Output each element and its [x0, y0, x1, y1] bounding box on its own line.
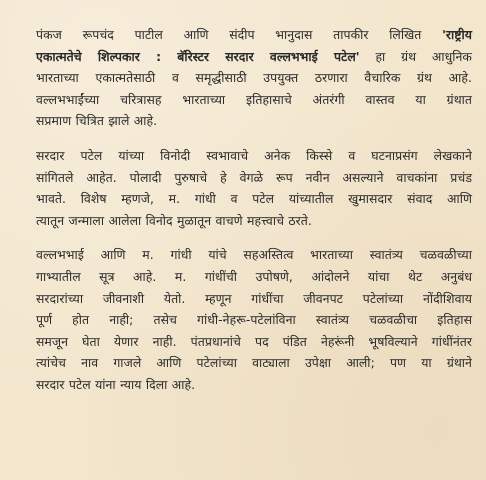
text-line: [36, 188, 472, 210]
text-span: हा ग्रंथ आधुनिक: [359, 48, 472, 64]
text-line: [36, 167, 472, 189]
text-line: [36, 331, 472, 353]
text-span: भारताच्या एकात्मतेसाठी व समृद्धीसाठी उपयुक्त ठरणारा वैचारिक ग्रंथ आहे.: [36, 70, 472, 86]
text-line: [36, 288, 472, 310]
text-line: [36, 67, 472, 89]
paragraph-gandhi-patel: [36, 244, 472, 395]
text-span: त्यातून जन्माला आलेला विनोद मुळातून वाचणे महत्त्वाचे ठरते.: [36, 212, 312, 228]
text-line: [36, 374, 472, 396]
text-span: पूर्ण होत नाही; तसेच गांधी-नेहरू-पटेलांविना स्वातंत्र्य चळवळीचा इतिहास: [36, 312, 472, 328]
text-line: [36, 89, 472, 111]
text-line: [36, 46, 472, 68]
text-line: [36, 309, 472, 331]
text-span: सरदार पटेल यांच्या विनोदी स्वभावाचे अनेक किस्से व घटनाप्रसंग लेखकाने: [36, 147, 472, 163]
text-line: [36, 110, 472, 132]
text-line: [36, 244, 472, 266]
text-span: समजून घेता येणार नाही. पंतप्रधानांचे पद पंडित नेहरूंनी भूषविल्याने गांधींनंतर: [36, 333, 472, 349]
book-title-start: 'राष्ट्रीय: [442, 27, 472, 42]
text-line: [36, 352, 472, 374]
text-span: पंकज रूपचंद पाटील आणि संदीप भानुदास तापकीर लिखित: [36, 27, 443, 42]
text-span: सरदारांच्या जीवनाशी येतो. म्हणून गांधींचा जीवनपट पटेलांच्या नोंदीशिवाय: [36, 290, 472, 306]
text-span: सांगितले आहेत. पोलादी पुरुषाचे हे वेगळे रूप नवीन असल्याने वाचकांना प्रचंड: [36, 169, 472, 185]
text-line: [36, 24, 472, 46]
text-span: सरदार पटेल यांना न्याय दिला आहे.: [36, 376, 196, 392]
paragraph-book-intro: [36, 24, 472, 132]
text-span: भावते. विशेष म्हणजे, म. गांधी व पटेल यांच्यातील खुमासदार संवाद आणि: [36, 191, 472, 207]
text-span: त्यांचेच नाव गाजले आणि पटेलांच्या वाट्याला उपेक्षा आली; पण या ग्रंथाने: [36, 355, 472, 371]
text-line: [36, 145, 472, 167]
text-line: [36, 266, 472, 288]
text-span: सप्रमाण चित्रित झाले आहे.: [36, 113, 158, 129]
text-span: वल्लभभाईंच्या चरित्रासह भारताच्या इतिहासाचे अंतरंगी वास्तव या ग्रंथात: [36, 91, 472, 107]
text-span: गाभ्यातील सूत्र आहे. म. गांधींची उपोषणे, आंदोलने यांचा थेट अनुबंध: [36, 268, 472, 284]
paragraph-humor: [36, 145, 472, 231]
text-line: [36, 210, 472, 232]
book-title-end: एकात्मतेचे शिल्पकार : बॅरिस्टर सरदार वल्लभभाई पटेल': [36, 48, 360, 64]
text-span: वल्लभभाई आणि म. गांधी यांचे सहअस्तित्व भारताच्या स्वातंत्र्य चळवळीच्या: [36, 247, 472, 263]
